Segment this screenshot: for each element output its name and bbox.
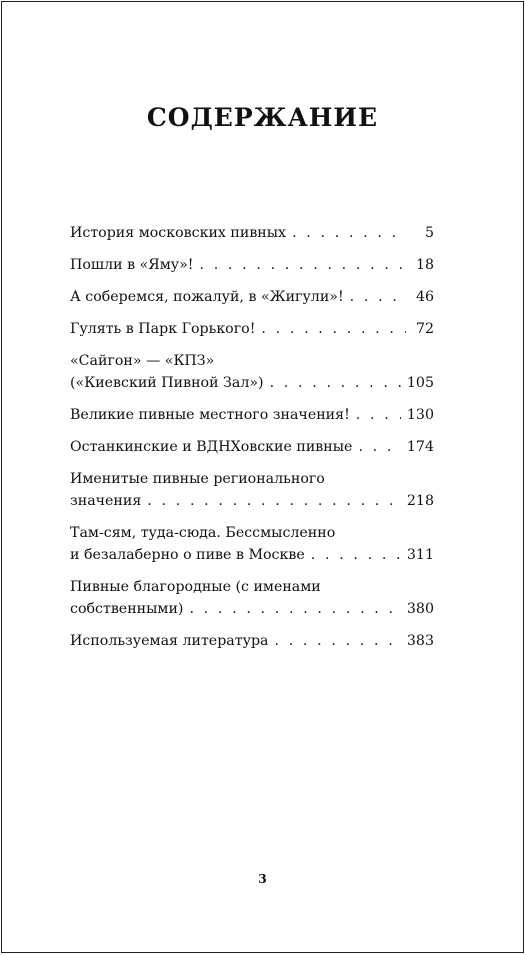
toc-entry-page: 311 (406, 547, 434, 563)
toc-entry-title: Именитые пивные регионального (70, 471, 325, 487)
toc-entry (70, 436, 434, 458)
toc-entry-page: 218 (406, 493, 434, 509)
dot-leader (311, 544, 401, 566)
toc-entry-title: Пошли в «Яму»! (70, 257, 194, 273)
toc-entry-line (70, 350, 434, 372)
toc-entry-line (70, 436, 434, 458)
toc-entry (70, 254, 434, 276)
dot-leader (147, 490, 401, 512)
toc-entry-title: («Киевский Пивной Зал») (70, 375, 264, 391)
toc-entry-line (70, 318, 434, 340)
toc-entry-line (70, 544, 434, 566)
page-number: 3 (258, 871, 267, 886)
toc-entry-line (70, 576, 434, 598)
toc-entry (70, 468, 434, 512)
toc-entry (70, 522, 434, 566)
toc-entry-title: Останкинские и ВДНХовские пивные (70, 439, 353, 455)
toc-entry-line (70, 630, 434, 652)
toc-entry (70, 318, 434, 340)
toc-entry-page: 383 (406, 633, 434, 649)
toc-entry-line (70, 598, 434, 620)
page-title: СОДЕРЖАНИЕ (146, 103, 379, 132)
toc-entry-title: История московских пивных (70, 225, 287, 241)
toc-entry-title: Пивные благородные (с именами (70, 579, 321, 595)
toc-entry (70, 576, 434, 620)
toc-entry-title: А соберемся, пожалуй, в «Жигули»! (70, 289, 344, 305)
toc-entry-page: 380 (406, 601, 434, 617)
toc-entry-title: «Сайгон» — «КПЗ» (70, 353, 215, 369)
toc-entry (70, 222, 434, 244)
toc-entry-page: 5 (424, 225, 434, 241)
toc-entry-page: 130 (406, 407, 434, 423)
toc-entry-page: 72 (415, 321, 434, 337)
toc-entry-line (70, 372, 434, 394)
toc-entry (70, 286, 434, 308)
toc-entry-page: 46 (415, 289, 434, 305)
toc-entry-title: значения (70, 493, 142, 509)
toc-entry-page: 18 (415, 257, 434, 273)
toc-entry-line (70, 404, 434, 426)
toc-entry-line (70, 522, 434, 544)
book-page (1, 1, 524, 953)
toc-entry-title: собственными) (70, 601, 184, 617)
toc-entry (70, 404, 434, 426)
toc-entry-page: 105 (406, 375, 434, 391)
toc-entry-line (70, 222, 434, 244)
toc-entry-line (70, 468, 434, 490)
dot-leader (261, 318, 406, 340)
dot-leader (270, 372, 401, 394)
toc-entry-line (70, 490, 434, 512)
table-of-contents (70, 222, 434, 662)
toc-entry-line (70, 286, 434, 308)
toc-entry-page: 174 (406, 439, 434, 455)
dot-leader (358, 436, 400, 458)
toc-entry (70, 350, 434, 394)
dot-leader (292, 222, 406, 244)
dot-leader (199, 254, 406, 276)
dot-leader (356, 404, 401, 426)
dot-leader (274, 630, 400, 652)
toc-entry-line (70, 254, 434, 276)
toc-entry (70, 630, 434, 652)
toc-entry-title: Великие пивные местного значения! (70, 407, 350, 423)
dot-leader (350, 286, 406, 308)
toc-entry-title: Используемая литература (70, 633, 269, 649)
toc-entry-title: и безалаберно о пиве в Москве (70, 547, 305, 563)
toc-entry-title: Там-сям, туда-сюда. Бессмысленно (70, 525, 336, 541)
toc-entry-title: Гулять в Парк Горького! (70, 321, 256, 337)
dot-leader (189, 598, 400, 620)
